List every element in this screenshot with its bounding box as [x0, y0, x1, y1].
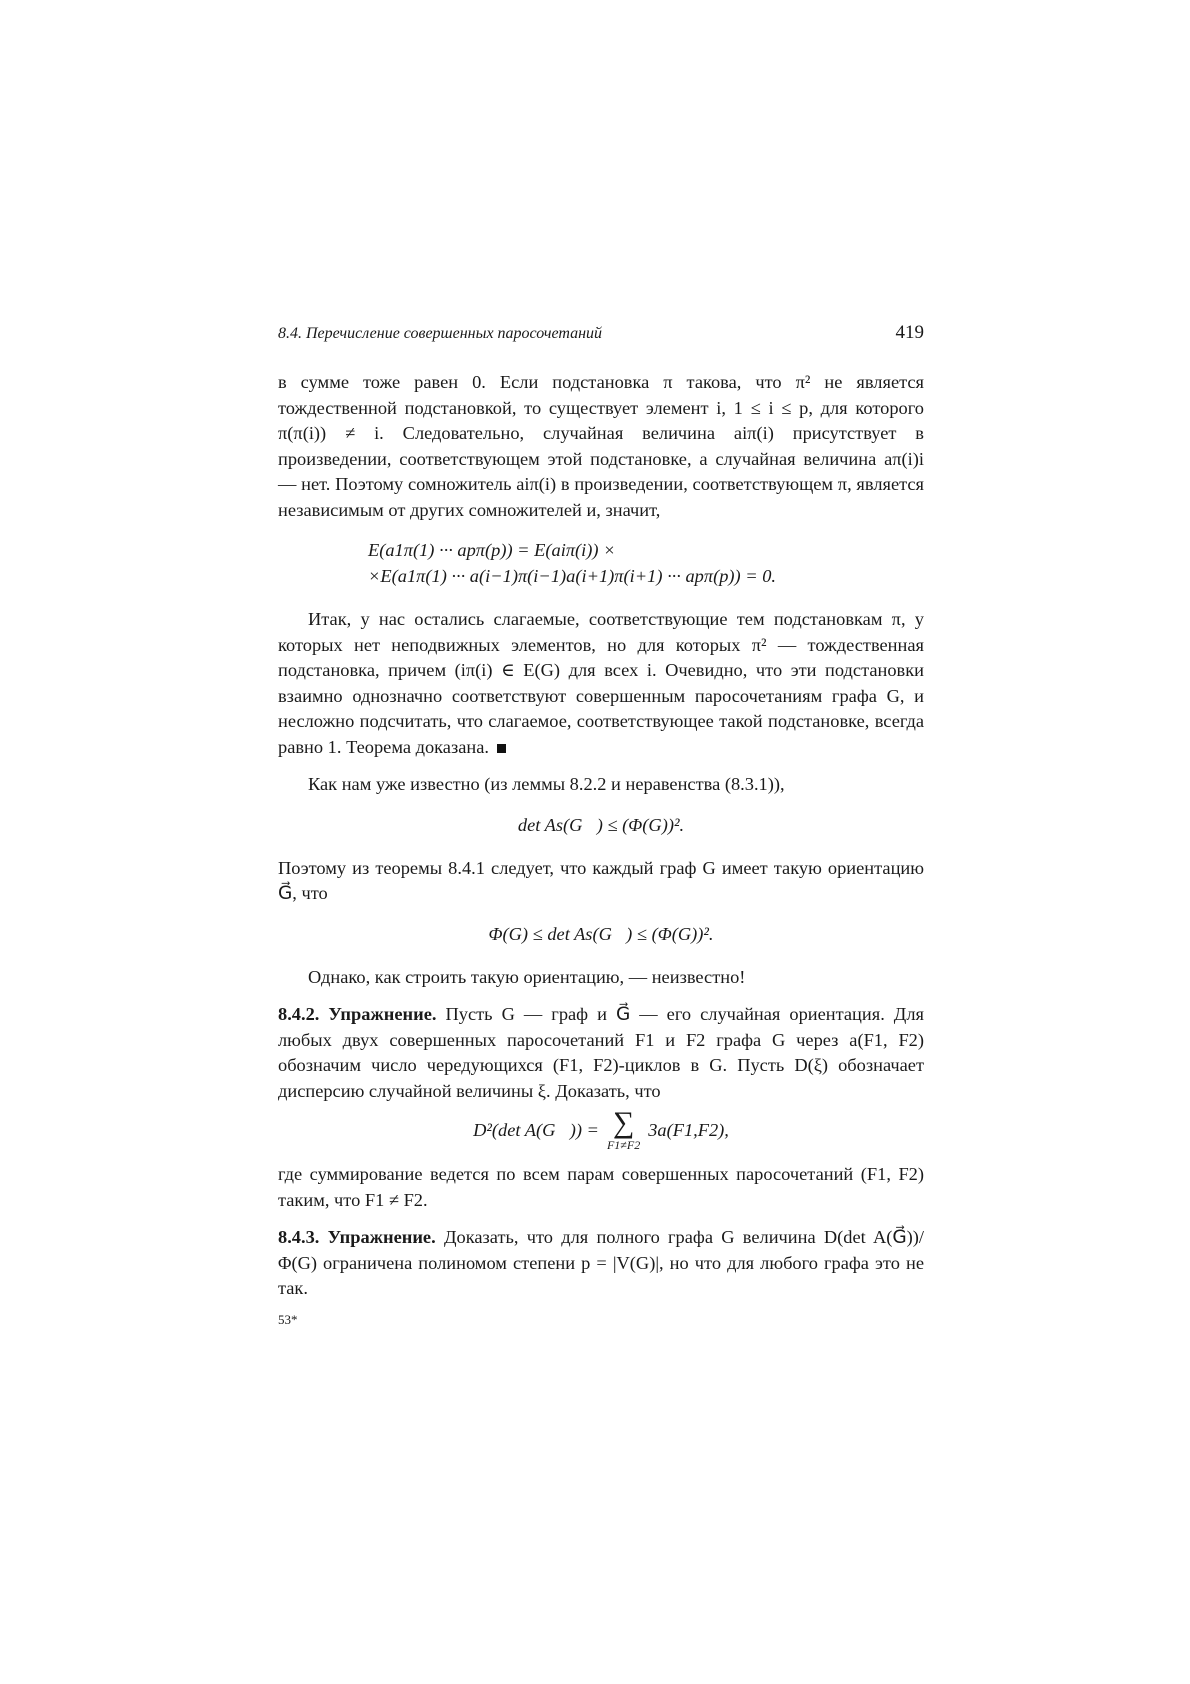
formula-rhs: 3a(F1,F2), [648, 1119, 729, 1140]
paragraph-4: Поэтому из теоремы 8.4.1 следует, что каждый граф G имеет такую ориентацию G⃗, что [278, 857, 924, 903]
paragraph-6: где суммирование ведется по всем парам совершенных паросочетаний (F1, F2) таким, что F1 ≠ F2. [278, 1164, 924, 1210]
qed-icon [497, 744, 506, 753]
sum-symbol: ∑ [612, 1106, 635, 1139]
running-header [278, 322, 924, 350]
exercise-8-4-2 [278, 1002, 924, 1104]
paragraph-5: Однако, как строить такую ориентацию, — неизвестно! [308, 966, 746, 987]
exercise-heading: 8.4.3. Упражнение. [278, 1227, 436, 1247]
paragraph-1: в сумме тоже равен 0. Если подстановка π такова, что π² не является тождественной подстановкой, то существует элемент i, 1 ≤ i ≤ p, для которого π(π(i)) ≠ i. Следовательно, случайная величина aiπ(i) присутствует в произведении, соответствующем этой подстановке, а случайная величина aπ(i)i — нет. Поэтому сомножитель aiπ(i) в произведении, соответствующем π, является независимым от других сомножителей и, значит, [278, 372, 924, 520]
exercise-heading: 8.4.2. Упражнение. [278, 1004, 437, 1024]
formula-line-2: ×E(a1π(1) ··· a(i−1)π(i−1)a(i+1)π(i+1) ··· apπ(p)) = 0. [368, 566, 777, 586]
page-number: 419 [895, 322, 924, 343]
signature-mark: 53* [278, 1311, 298, 1327]
formula-phi-bound: Φ(G) ≤ det As(G⃗) ≤ (Φ(G))². [488, 923, 714, 944]
formula-line-1: E(a1π(1) ··· apπ(p)) = E(aiπ(i)) × [368, 540, 616, 560]
paragraph-2 [278, 607, 924, 760]
formula-det-bound: det As(G⃗) ≤ (Φ(G))². [517, 814, 685, 835]
exercise-text: Пусть G — граф и G⃗ — его случайная ориентация. Для любых двух совершенных паросочетаний F1 и F2 графа G через a(F1, F2) обозначим число чередующихся (F1, F2)-циклов в G. Пусть D(ξ) обозначает дисперсию случайной величины ξ. Доказать, что [278, 1004, 924, 1101]
sum-operator [607, 1108, 640, 1152]
exercise-text: Доказать, что для полного графа G величина D(det A(G⃗))/Φ(G) ограничена полиномом степени p = |V(G)|, но что для любого графа это не так. [278, 1227, 924, 1298]
formula-expectation [368, 537, 924, 589]
sum-subscript: F1≠F2 [606, 1138, 641, 1152]
exercise-8-4-3 [278, 1225, 924, 1302]
document-page [278, 322, 924, 1328]
formula-variance [278, 1108, 924, 1152]
paragraph-3: Как нам уже известно (из леммы 8.2.2 и неравенства (8.3.1)), [308, 774, 785, 794]
paragraph-2-text: Итак, у нас остались слагаемые, соответствующие тем подстановкам π, у которых нет неподвижных элементов, но для которых π² — тождественная подстановка, причем (iπ(i) ∈ E(G) для всех i. Очевидно, что эти подстановки взаимно однозначно соответствуют совершенным паросочетаниям графа G, и несложно подсчитать, что слагаемое, соответствующее такой подстановке, всегда равно 1. Теорема доказана. [278, 609, 924, 757]
section-title: 8.4. Перечисление совершенных паросочетаний [278, 325, 603, 342]
formula-lhs: D²(det A(G⃗)) = [473, 1119, 599, 1140]
